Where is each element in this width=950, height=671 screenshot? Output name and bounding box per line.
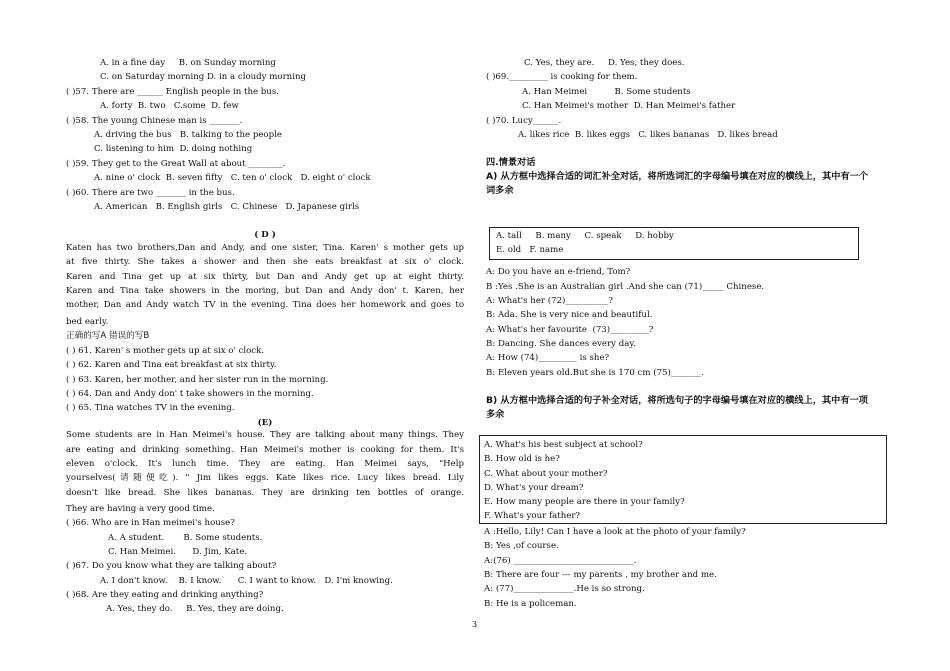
part-b-instruction-line-1: B) 从方框中选择合适的句子补全对话，将所选句子的字母编号填在对应的横线上，其中有一项 [486, 395, 868, 406]
passage-d-title: ( D ) [254, 230, 276, 240]
passage-d-line-6: bed early. [66, 317, 109, 327]
passage-e-line-1: Some students are in Han Meimei's house. They are talking about many things. They [66, 430, 464, 440]
dialogue-b-line-6: B: He is a policeman. [484, 599, 577, 609]
q68-question: ( )68. Are they eating and drinking anything? [66, 590, 264, 600]
sentence-bank-a: A. What's his best subject at school? [484, 440, 643, 450]
passage-e-line-4: yourselves(请随便吃). " Jim likes eggs. Kate likes rice. Lucy likes bread. Lily [66, 473, 464, 483]
part-a-instruction-line-1: A) 从方框中选择合适的词汇补全对话，将所选词汇的字母编号填在对应的横线上，其中有一个 [486, 171, 869, 182]
q67-options: A. I don't know. B. I know. C. I want to know. D. I'm knowing. [100, 576, 393, 586]
q69-options-cd: C. Han Meimei's mother D. Han Meimei's father [522, 101, 736, 111]
q64: ( ) 64. Dan and Andy don' t take showers in the morning. [66, 389, 314, 399]
dialogue-b-line-4: B: There are four --- my parents , my brother and me. [484, 570, 717, 580]
q70-options: A. likes rice B. likes eggs C. likes bananas D. likes bread [518, 130, 778, 140]
q66-question: ( )66. Who are in Han meimei's house? [66, 518, 235, 528]
q57-options: A. forty B. two C.some D. few [100, 101, 239, 111]
dialogue-a-line-1: A: Do you have an e-friend, Tom? [486, 267, 631, 277]
part-b-instruction-line-2: 多余 [486, 409, 505, 420]
passage-d-instruction: 正确的写A 错误的写B [66, 331, 150, 341]
dialogue-a-line-6: B: Dancing. She dances every day. [486, 339, 636, 349]
q68-options-ab: A. Yes, they do. B. Yes, they are doing. [106, 604, 284, 614]
q65: ( ) 65. Tina watches TV in the evening. [66, 403, 235, 413]
q56-options-cd: C. on Saturday morning D. in a cloudy morning [100, 72, 306, 82]
q59-options: A. nine o' clock B. seven fifty C. ten o' clock D. eight o' clock [94, 173, 371, 183]
word-bank-row-1: A. tall B. many C. speak D. hobby [496, 231, 674, 241]
dialogue-b-line-1: A :Hello, Lily! Can I have a look at the photo of your family? [484, 527, 746, 537]
q56-options-ab: A. in a fine day B. on Sunday morning [100, 58, 276, 68]
q60-question: ( )60. There are two _______ in the bus. [66, 188, 235, 198]
page-number: 3 [472, 620, 478, 629]
word-bank-row-2: E. old F. name [496, 245, 564, 255]
dialogue-a-line-8: B: Eleven years old.But she is 170 cm (75)_______. [486, 368, 704, 378]
sentence-bank-b: B. How old is he? [484, 454, 560, 464]
q57-question: ( )57. There are ______ English people in the bus. [66, 87, 279, 97]
passage-e-line-6: They are having a very good time. [66, 504, 215, 514]
q60-options: A. American B. English girls C. Chinese D. Japanese girls [94, 202, 360, 212]
dialogue-b-line-5: A: (77)______________.He is so strong. [484, 584, 645, 594]
q58-options-ab: A. driving the bus B. talking to the people [94, 130, 282, 140]
q61: ( ) 61. Karen' s mother gets up at six o' clock. [66, 346, 265, 356]
dialogue-a-line-5: A: What's her favourite (73)_________? [486, 325, 654, 335]
passage-e-line-5: doesn't like bread. She likes bananas. They are drinking ten bottles of orange. [66, 488, 464, 498]
passage-e-line-3: eleven o'clock. It's lunch time. They are eating. Han Meimei says, "Help [66, 459, 464, 469]
dialogue-a-line-7: A: How (74)_________ is she? [486, 353, 610, 363]
q62: ( ) 62. Karen and Tina eat breakfast at six thirty. [66, 360, 277, 370]
q58-question: ( )58. The young Chinese man is _______. [66, 116, 243, 126]
q66-options-cd: C. Han Meimei. D. Jim, Kate. [108, 547, 248, 557]
passage-e-title: (E) [257, 418, 273, 428]
q59-question: ( )59. They get to the Great Wall at about ________. [66, 159, 286, 169]
passage-d-line-3: Karen and Tina get up at six thirty, but Dan and Andy get up at eight thirty. [66, 272, 464, 282]
dialogue-a-line-2: B :Yes .She is an Australian girl .And she can (71)_____ Chinese. [486, 282, 765, 292]
sentence-bank-d: D. What's your dream? [484, 483, 584, 493]
sentence-bank-c: C. What about your mother? [484, 469, 608, 479]
q58-options-cd: C. listening to him D. doing nothing [94, 144, 253, 154]
part-a-instruction-line-2: 词多余 [486, 185, 514, 196]
sentence-bank-e: E. How many people are there in your family? [484, 497, 685, 507]
q69-question: ( )69._________ is cooking for them. [486, 72, 638, 82]
q69-options-ab: A. Han Meimei B. Some students [522, 87, 691, 97]
q67-question: ( )67. Do you know what they are talking about? [66, 561, 277, 571]
passage-d-line-5: mother, Dan and Andy watch TV in the evening. Tina does her homework and goes to [66, 300, 464, 310]
q63: ( ) 63. Karen, her mother, and her sister run in the morning. [66, 375, 329, 385]
passage-e-line-2: are eating and drinking something. Han Meimei's mother is cooking for them. It's [66, 445, 464, 455]
sentence-bank-f: F. What's your father? [484, 511, 581, 521]
dialogue-a-line-4: B: Ada. She is very nice and beautiful. [486, 310, 653, 320]
dialogue-a-line-3: A: What's her (72)__________? [486, 296, 613, 306]
q68-options-cd: C. Yes, they are. D. Yes, they does. [524, 58, 685, 68]
q66-options-ab: A. A student. B. Some students. [108, 533, 263, 543]
passage-d-line-2: at five thirty. She takes a shower and then she eats breakfast at six o' clock. [66, 257, 464, 267]
passage-d-line-1: Katen has two brothers,Dan and Andy, and one sister, Tina. Karen' s mother gets up [66, 243, 464, 253]
q70-question: ( )70. Lucy______. [486, 116, 562, 126]
section-four-title: 四.情景对话 [486, 157, 536, 168]
dialogue-b-line-3: A:(76) ____________________________. [484, 556, 637, 566]
dialogue-b-line-2: B: Yes ,of course. [484, 541, 559, 551]
passage-d-line-4: Karen and Tina take showers in the moring, but Dan and Andy don' t. Karen, her [66, 286, 464, 296]
